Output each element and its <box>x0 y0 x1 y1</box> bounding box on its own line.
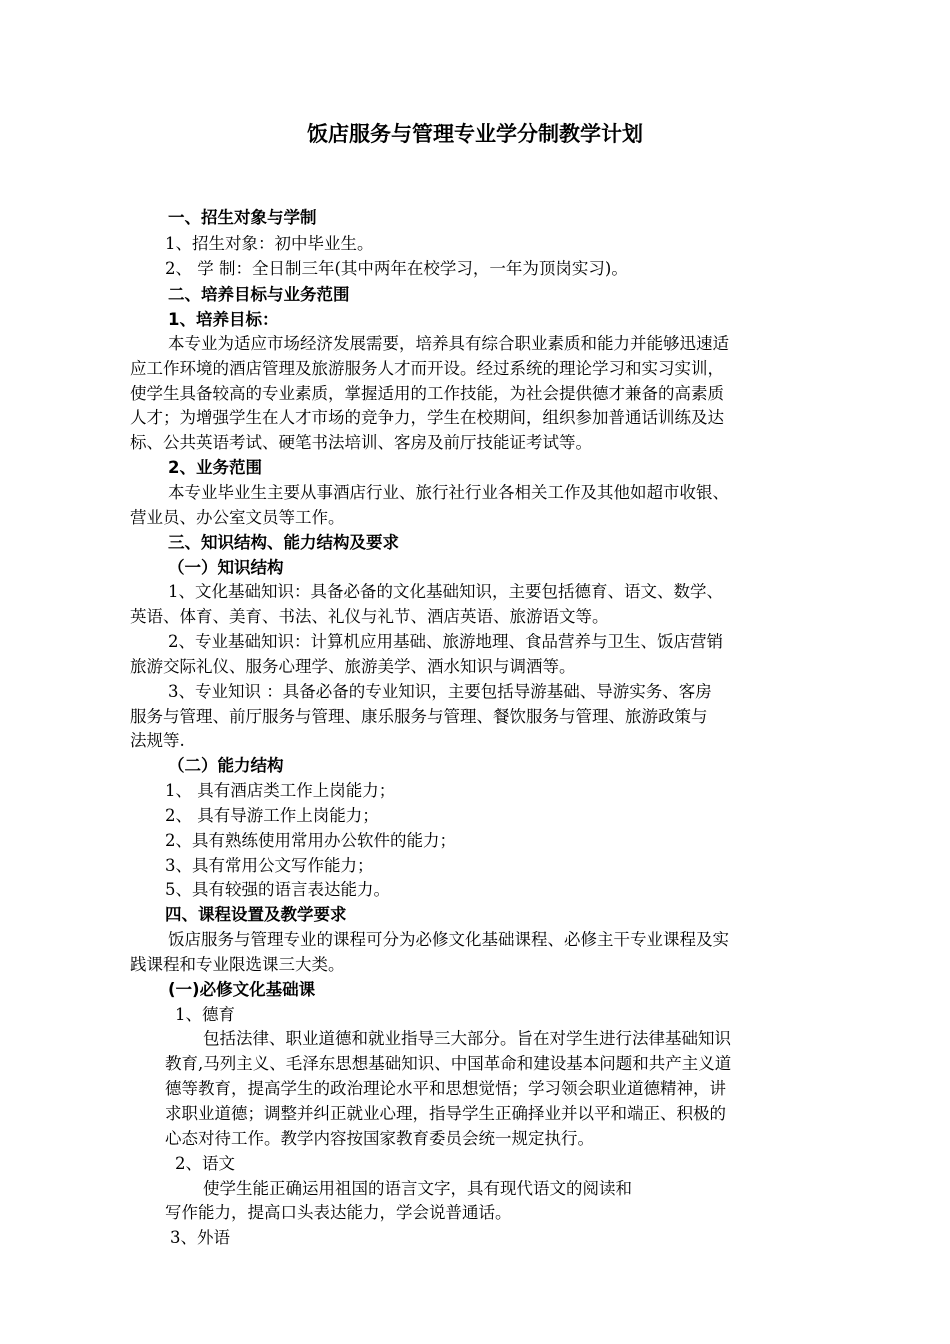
subsection-heading: (一)必修文化基础课 <box>168 980 316 999</box>
paragraph-line: 使学生具备较高的专业素质，掌握适用的工作技能，为社会提供德才兼备的高素质 <box>130 384 724 403</box>
paragraph-line: 本专业毕业生主要从事酒店行业、旅行社行业各相关工作及其他如超市收银、 <box>168 483 729 502</box>
text-line: 2、 学 制：全日制三年(其中两年在校学习，一年为顶岗实习)。 <box>165 259 628 278</box>
course-heading: 1、德育 <box>175 1005 235 1024</box>
list-item: 2、 具有导游工作上岗能力； <box>165 806 379 825</box>
paragraph-line: 饭店服务与管理专业的课程可分为必修文化基础课程、必修主干专业课程及实 <box>168 930 729 949</box>
paragraph-line: 心态对待工作。教学内容按国家教育委员会统一规定执行。 <box>165 1129 594 1148</box>
paragraph-line: 本专业为适应市场经济发展需要，培养具有综合职业素质和能力并能够迅速适 <box>168 334 729 353</box>
paragraph-line: 教育,马列主义、毛泽东思想基础知识、中国革命和建设基本问题和共产主义道 <box>165 1054 732 1073</box>
paragraph-line: 服务与管理、前厅服务与管理、康乐服务与管理、餐饮服务与管理、旅游政策与 <box>130 707 708 726</box>
paragraph-line: 应工作环境的酒店管理及旅游服务人才而开设。经过系统的理论学习和实习实训， <box>130 359 724 378</box>
paragraph-line: 践课程和专业限选课三大类。 <box>130 955 345 974</box>
list-item: 5、具有较强的语言表达能力。 <box>165 880 390 899</box>
paragraph-line: 标、公共英语考试、硬笔书法培训、客房及前厅技能证考试等。 <box>130 433 592 452</box>
subsection-heading: （二）能力结构 <box>168 756 284 775</box>
paragraph-line: 使学生能正确运用祖国的语言文字，具有现代语文的阅读和 <box>203 1179 632 1198</box>
paragraph-line: 1、文化基础知识：具备必备的文化基础知识，主要包括德育、语文、数学、 <box>168 582 723 601</box>
paragraph-line: 写作能力，提高口头表达能力，学会说普通话。 <box>165 1203 512 1222</box>
paragraph-line: 求职业道德；调整并纠正就业心理，指导学生正确择业并以平和端正、积极的 <box>165 1104 726 1123</box>
paragraph-line: 英语、体育、美育、书法、礼仪与礼节、酒店英语、旅游语文等。 <box>130 607 609 626</box>
section-heading: 四、课程设置及教学要求 <box>165 905 347 924</box>
paragraph-line: 德等教育，提高学生的政治理论水平和思想觉悟；学习领会职业道德精神，讲 <box>165 1079 726 1098</box>
paragraph-line: 人才；为增强学生在人才市场的竞争力，学生在校期间，组织参加普通话训练及达 <box>130 408 724 427</box>
paragraph-line: 包括法律、职业道德和就业指导三大部分。旨在对学生进行法律基础知识 <box>203 1029 731 1048</box>
paragraph-line: 法规等. <box>130 731 185 750</box>
subsection-heading: （一）知识结构 <box>168 558 284 577</box>
document-title: 饭店服务与管理专业学分制教学计划 <box>307 122 643 146</box>
paragraph-line: 旅游交际礼仪、服务心理学、旅游美学、酒水知识与调酒等。 <box>130 657 576 676</box>
course-heading: 3、外语 <box>170 1228 230 1247</box>
subsection-heading: 2、业务范围 <box>168 458 262 477</box>
paragraph-line: 营业员、办公室文员等工作。 <box>130 508 345 527</box>
course-heading: 2、语文 <box>175 1154 235 1173</box>
list-item: 3、具有常用公文写作能力； <box>165 856 374 875</box>
list-item: 2、具有熟练使用常用办公软件的能力； <box>165 831 456 850</box>
text-line: 1、招生对象：初中毕业生。 <box>165 234 374 253</box>
section-heading: 二、培养目标与业务范围 <box>168 285 350 304</box>
subsection-heading: 1、培养目标： <box>168 310 279 329</box>
section-heading: 一、招生对象与学制 <box>168 208 317 227</box>
section-heading: 三、知识结构、能力结构及要求 <box>168 533 399 552</box>
paragraph-line: 2、专业基础知识：计算机应用基础、旅游地理、食品营养与卫生、饭店营销 <box>168 632 723 651</box>
paragraph-line: 3、专业知识 ：具备必备的专业知识，主要包括导游基础、导游实务、客房 <box>168 682 712 701</box>
list-item: 1、 具有酒店类工作上岗能力； <box>165 781 396 800</box>
